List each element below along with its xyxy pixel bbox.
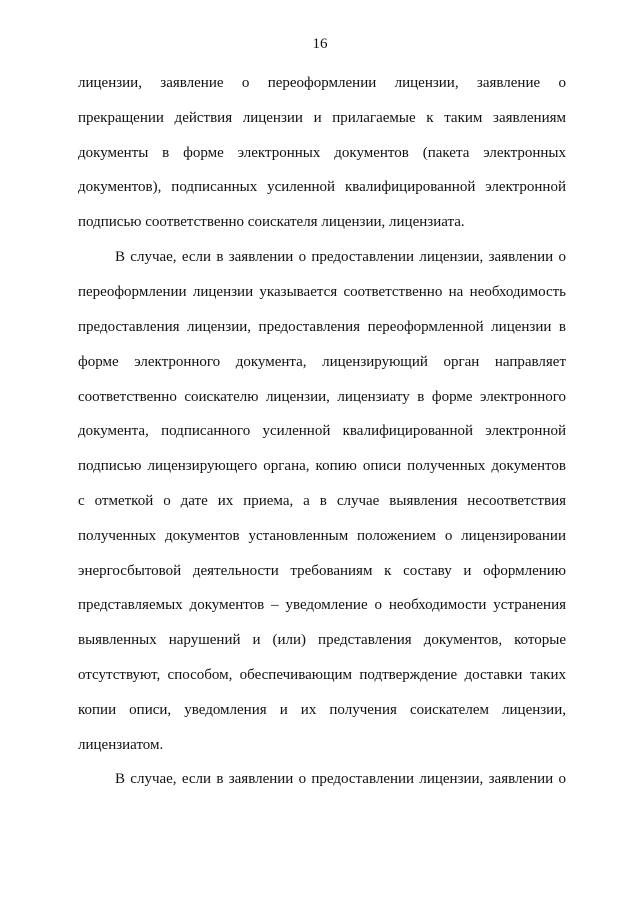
text-line: документы в форме электронных документов (пакета электронных bbox=[78, 145, 566, 161]
text-line: с отметкой о дате их приема, а в случае выявления несоответствия bbox=[78, 493, 566, 509]
text-line: предоставления лицензии, предоставления переоформленной лицензии в bbox=[78, 319, 566, 335]
text-line: представляемых документов – уведомление о необходимости устранения bbox=[78, 597, 566, 613]
text-line: лицензиатом. bbox=[78, 737, 164, 753]
text-line: полученных документов установленным положением о лицензировании bbox=[78, 528, 566, 544]
text-line: подписью соответственно соискателя лицензии, лицензиата. bbox=[78, 214, 465, 230]
text-line: документов), подписанных усиленной квалифицированной электронной bbox=[78, 179, 566, 195]
text-line: прекращении действия лицензии и прилагаемые к таким заявлениям bbox=[78, 110, 566, 126]
text-line: энергосбытовой деятельности требованиям к составу и оформлению bbox=[78, 563, 566, 579]
text-line: подписью лицензирующего органа, копию описи полученных документов bbox=[78, 458, 566, 474]
text-line: соответственно соискателю лицензии, лицензиату в форме электронного bbox=[78, 389, 566, 405]
page-number: 16 bbox=[312, 36, 328, 52]
text-line: В случае, если в заявлении о предоставлении лицензии, заявлении о bbox=[115, 249, 566, 265]
text-line: отсутствуют, способом, обеспечивающим подтверждение доставки таких bbox=[78, 667, 566, 683]
text-line: копии описи, уведомления и их получения соискателем лицензии, bbox=[78, 702, 566, 718]
text-line: В случае, если в заявлении о предоставлении лицензии, заявлении о bbox=[115, 771, 566, 787]
text-line: форме электронного документа, лицензирующий орган направляет bbox=[78, 354, 566, 370]
text-line: документа, подписанного усиленной квалифицированной электронной bbox=[78, 423, 566, 439]
text-line: лицензии, заявление о переоформлении лицензии, заявление о bbox=[78, 75, 566, 91]
text-line: переоформлении лицензии указывается соответственно на необходимость bbox=[78, 284, 566, 300]
text-line: выявленных нарушений и (или) представления документов, которые bbox=[78, 632, 566, 648]
